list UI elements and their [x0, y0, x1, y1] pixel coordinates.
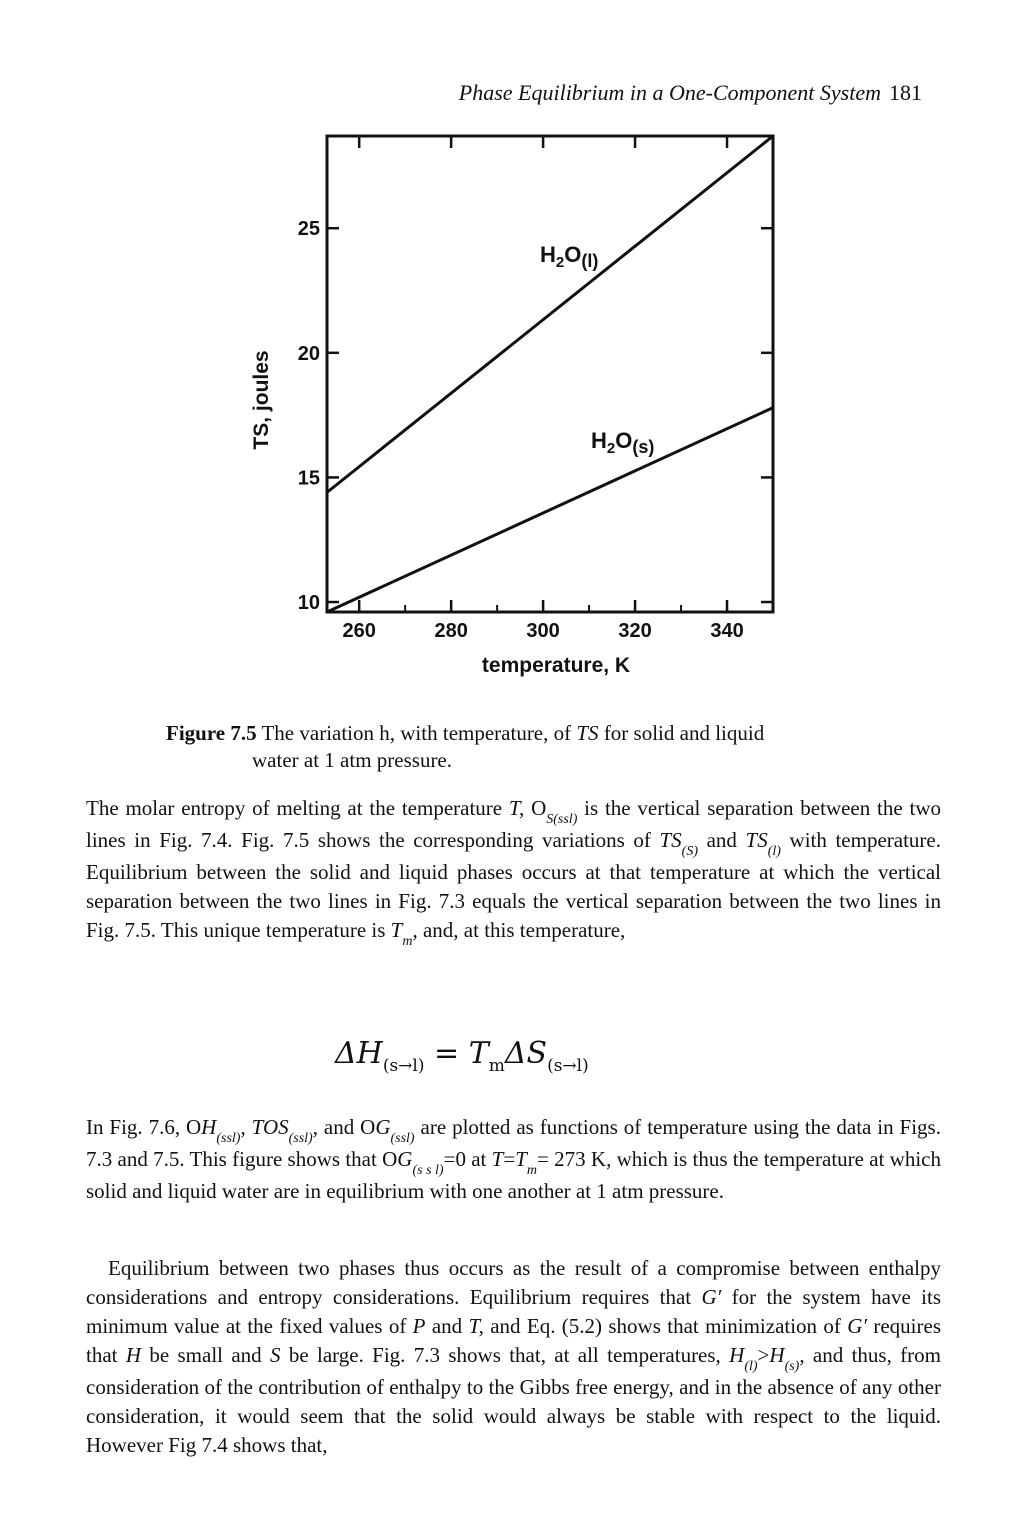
chart-ticks — [298, 136, 773, 642]
figure-label: Figure 7.5 — [166, 721, 257, 745]
ts-vs-temperature-chart — [0, 0, 1024, 700]
series-label-solid: $H_2O_{(s)}$ — [591, 428, 655, 457]
x-tick-label: 300 — [526, 620, 560, 642]
paragraph-3: Equilibrium between two phases thus occurs as the result of a compromise between enthalpy considerations and entropy considerations. Equilibrium requires that G′ for the system have its minimum value at the fixed values of P and T, and Eq. (5.2) shows that minimization of G′ requires that H be small and S be large. Fig. 7.3 shows that, at all temperatures, $H_{(l)}>H_{(s)}$, and thus, from consideration of the contribution of enthalpy to the Gibbs free energy, and in the absence of any other consideration, it would seem that the solid would always be stable with respect to the liquid. However Fig 7.4 shows that, — [86, 1256, 942, 1457]
y-tick-label: 25 — [297, 218, 320, 241]
series-label-liquid: $H_2O_{(l)}$ — [540, 242, 599, 271]
x-tick-label: 320 — [618, 620, 652, 642]
y-tick-label: 20 — [297, 342, 320, 365]
plot-frame — [327, 136, 773, 612]
equation-melting: $\Delta H_{(s\to l)} = T_m\Delta S_{(s\to l)}$ — [335, 1036, 589, 1076]
figure-caption: Figure 7.5 The variation h, with temperature, of TS for solid and liquid water at 1 atm pressure. — [166, 721, 765, 772]
y-tick-label: 15 — [297, 467, 320, 490]
x-tick-label: 280 — [434, 620, 468, 642]
page-number: 181 — [889, 80, 922, 105]
paragraph-1: The molar entropy of melting at the temperature T, $O_{S(ssl)}$ is the vertical separation between the two lines in Fig. 7.4. Fig. 7.5 shows the corresponding variations of $TS_{(S)}$ and $TS_{(l)}$ with temperature. Equilibrium between the solid and liquid phases occurs at that temperature at which the vertical separation between the two lines in Fig. 7.3 equals the vertical separation between the two lines in Fig. 7.5. This unique temperature is $T_m$, and, at this temperature, — [86, 796, 941, 949]
y-tick-label: 10 — [297, 592, 320, 615]
x-tick-label: 340 — [710, 620, 744, 642]
x-tick-label: 260 — [342, 620, 376, 642]
chart-lines — [327, 136, 773, 612]
running-title: Phase Equilibrium in a One-Component System — [458, 80, 881, 105]
x-axis-label: temperature, K — [481, 654, 631, 677]
paragraph-2: In Fig. 7.6, $OH_{(ssl)}$, $TOS_{(ssl)}$, and $OG_{(ssl)}$ are plotted as functions of temperature using the data in Figs. 7.3 and 7.5. This figure shows that $OG_{(s s l)}=0$ at $T=T_m= 273$ K, which is thus the temperature at which solid and liquid water are in equilibrium with one another at 1 atm pressure. — [86, 1115, 941, 1203]
y-axis-label: TS, joules — [250, 350, 273, 450]
